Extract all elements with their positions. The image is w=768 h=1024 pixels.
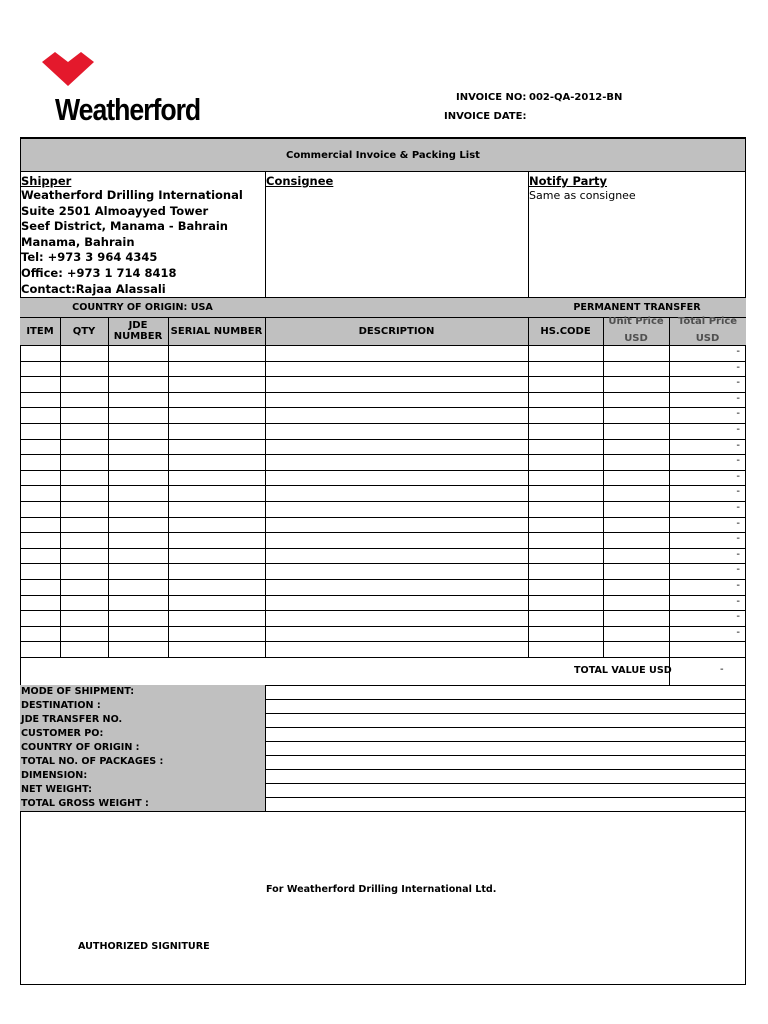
shipment-field-label: CUSTOMER PO: <box>21 728 104 739</box>
row-total-price: - <box>736 533 740 544</box>
row-total-price: - <box>736 455 740 466</box>
shipment-field-label: COUNTRY OF ORIGIN : <box>21 742 140 753</box>
row-total-price: - <box>736 580 740 591</box>
row-total-price: - <box>736 440 740 451</box>
permanent-transfer-text: PERMANENT TRANSFER <box>573 301 701 313</box>
row-total-price: - <box>736 471 740 482</box>
shipper-line: Tel: +973 3 964 4345 <box>21 250 158 265</box>
shipment-field-label: TOTAL GROSS WEIGHT : <box>21 798 149 809</box>
invoice-no-label: INVOICE NO: <box>456 92 527 103</box>
invoice-date-label: INVOICE DATE: <box>444 111 527 122</box>
shipment-field-divider <box>265 685 266 811</box>
row-total-price: - <box>736 596 740 607</box>
consignee-title: Consignee <box>266 174 334 188</box>
row-total-price: - <box>736 502 740 513</box>
form-title: Commercial Invoice & Packing List <box>20 137 746 172</box>
column-header-serial: SERIAL NUMBER <box>170 325 263 337</box>
row-total-price: - <box>736 408 740 419</box>
for-company-text: For Weatherford Drilling International Ltd. <box>266 884 497 895</box>
origin-country-text: COUNTRY OF ORIGIN: USA <box>72 301 213 313</box>
shipment-field-line <box>20 811 746 812</box>
authorized-signature-label: AUTHORIZED SIGNITURE <box>78 941 210 952</box>
column-header-unit-price: Unit Price <box>608 315 664 327</box>
column-header-hs-code: HS.CODE <box>540 325 591 337</box>
shipment-field-label: JDE TRANSFER NO. <box>21 714 123 725</box>
shipment-field-label: DIMENSION: <box>21 770 88 781</box>
column-header-description: DESCRIPTION <box>358 325 435 337</box>
column-header-jde-line1: JDE <box>128 320 148 331</box>
row-total-price: - <box>736 486 740 497</box>
column-header-total-price: Total Price <box>677 315 738 327</box>
column-header-total-currency: USD <box>695 332 720 344</box>
row-total-price: - <box>736 627 740 638</box>
column-header-unit-currency: USD <box>624 332 648 344</box>
shipment-field-label: MODE OF SHIPMENT: <box>21 686 135 697</box>
shipper-line: Office: +973 1 714 8418 <box>21 265 177 280</box>
shipper-line: Manama, Bahrain <box>21 234 135 249</box>
shipper-line: Weatherford Drilling International <box>21 188 243 202</box>
invoice-no-value: 002-QA-2012-BN <box>529 92 623 103</box>
notify-party-title: Notify Party <box>529 174 608 188</box>
total-value-label: TOTAL VALUE USD <box>574 665 672 676</box>
row-total-price: - <box>736 424 740 435</box>
total-value: - <box>720 664 724 675</box>
row-total-price: - <box>736 518 740 529</box>
column-header-item: ITEM <box>26 325 54 337</box>
notify-party-text: Same as consignee <box>529 189 636 202</box>
row-total-price: - <box>736 564 740 575</box>
shipper-line: Suite 2501 Almoayyed Tower <box>21 203 209 218</box>
row-total-price: - <box>736 362 740 373</box>
shipment-field-label: NET WEIGHT: <box>21 784 92 795</box>
shipper-line: Seef District, Manama - Bahrain <box>21 219 228 234</box>
row-total-price: - <box>736 377 740 388</box>
row-total-price: - <box>736 549 740 560</box>
company-logo-text: Weatherford <box>55 92 201 127</box>
row-total-price: - <box>736 346 740 357</box>
row-total-price: - <box>736 393 740 404</box>
row-total-price: - <box>736 611 740 622</box>
column-header-jde-line2: NUMBER <box>113 331 163 342</box>
shipment-field-label: DESTINATION : <box>21 700 101 711</box>
column-header-qty: QTY <box>72 325 96 337</box>
shipper-line: Contact:Rajaa Alassali <box>21 281 166 296</box>
shipper-title: Shipper <box>21 174 72 188</box>
shipment-field-label: TOTAL NO. OF PACKAGES : <box>21 756 164 767</box>
